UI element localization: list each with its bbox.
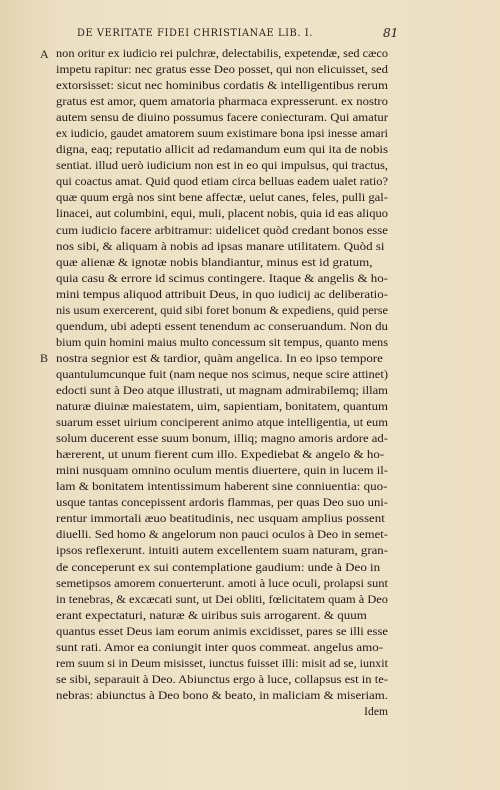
text-line: diuelli. Sed homo & angelorum non pauci oculos à Deo in semet- xyxy=(56,528,388,542)
text-line: extorsisset: sicut nec hominibus cordatis & intelligentibus rerum xyxy=(56,79,388,93)
text-line: non oritur ex iudicio rei pulchræ, delectabilis, expetendæ, sed cæco xyxy=(56,47,389,60)
text-line: nostra segnior est & tardior, quàm angelica. In eo ipso tempore xyxy=(56,351,383,365)
text-line: sunt rati. Amor ea coniungit inter quos commeat. angelus amo- xyxy=(56,640,384,654)
margin-marker-b: B xyxy=(40,351,49,365)
text-line: rem suum si in Deum misisset, iunctus fuisset illi: misit ad se, iunxit xyxy=(56,656,388,670)
text-line: digna, eaq; reputatio allicit ad redamandum eum qui ita de nobis xyxy=(56,143,388,157)
text-line: naturæ diuinæ maiestatem, uim, sapientiam, bonitatem, quantum xyxy=(56,400,389,414)
text-line: in tenebras, & excæcati sunt, ut Dei obliti, fœlicitatem quam à Deo xyxy=(56,592,388,606)
text-line: impetu rapitur: nec gratus esse Deo posset, qui non elicuisset, sed xyxy=(56,63,388,77)
text-line: mini nusquam omnino oculum mentis diuertere, quin in lucem il- xyxy=(56,464,389,478)
text-line: qui coactus amat. Quid quod etiam circa belluas eadem ualet ratio? xyxy=(56,175,388,189)
text-line: mini tempus aliquod attribuit Deus, in quo iudicij ac deliberatio- xyxy=(56,287,388,301)
running-title: DE VERITATE FIDEI CHRISTIANAE LIB. I. xyxy=(77,28,313,39)
text-line: bium quin homini maius multo concessum sit tempus, quanto mens xyxy=(56,335,388,349)
text-line: quendum, ubi adepti essent tenendum ac conseruandum. Non du xyxy=(56,319,388,333)
body-text xyxy=(56,46,388,720)
text-line: se sibi, separauit à Deo. Abiunctus ergo à luce, collapsus est in te- xyxy=(56,672,388,686)
text-line: de conceperunt ex sui contemplatione gaudium: unde à Deo in xyxy=(56,560,381,574)
text-line: rentur immortali æuo beatitudinis, nec usquam amplius possent xyxy=(56,512,385,526)
text-line: usque tantas concepissent ardoris flammas, per quas Deo suo uni- xyxy=(56,496,388,510)
text-line: Idem xyxy=(364,704,388,718)
text-line: autem sensu de diuino possumus facere coniecturam. Qui amatur xyxy=(56,111,388,125)
text-line: semetipsos amorem conuerterunt. amoti à luce oculi, prolapsi sunt xyxy=(56,576,388,590)
text-line: sentiat. illud uerò iudicium non est in eo qui impulsus, qui tractus, xyxy=(56,159,388,173)
page-number: 81 xyxy=(383,26,399,40)
text-line: edocti sunt à Deo atque illustrati, ut magnam admirabilemq; illam xyxy=(56,383,388,397)
text-line: quia casu & errore id scimus contingere. Itaque & angelis & ho- xyxy=(56,271,388,285)
text-line: nebras: abiunctus à Deo bono & beato, in maliciam & miseriam. xyxy=(56,688,388,702)
text-line: gratus est amor, quem amatoria pharmaca expresserunt. ex nostro xyxy=(56,95,388,109)
text-line: quæ alienæ & ignotæ nobis blandiantur, minus est id gratum, xyxy=(56,255,373,269)
text-line: ex iudicio, gaudet amatorem suum existimare bona ipsi inesse amari xyxy=(56,127,388,141)
text-line: cum iudicio facere arbitramur: uidelicet quòd credant bonos esse xyxy=(56,223,389,237)
text-line: ipsos reflexerunt. intuiti autem excellentem suam naturam, gran- xyxy=(56,544,388,558)
text-line: quantulumcunque fuit (nam neque nos scimus, neque scire attinet) xyxy=(56,367,388,381)
text-line: nis usum exercerent, quid sibi foret bonum & expediens, quid perse xyxy=(56,303,388,317)
text-line: solum ducerent esse suum bonum, illiq; magno amoris ardore ad- xyxy=(56,432,388,446)
text-line: lam & bonitatem intentissimum haberent sine conniuentia: quo- xyxy=(56,480,388,494)
margin-marker-a: A xyxy=(40,47,49,61)
text-line: suarum esset uirium conciperent animo atque intelligentia, ut eum xyxy=(56,416,388,430)
text-line: nos sibi, & aliquam à nobis ad ipsas manare utilitatem. Quòd si xyxy=(56,239,385,253)
text-line: hærerent, ut unum fierent cum illo. Expediebat & angelo & ho- xyxy=(56,448,385,462)
text-line: erant expectaturi, naturæ & uiribus suis arrogarent. & quum xyxy=(56,608,367,622)
text-line: quantus esset Deus iam eorum animis excidisset, pares se illi esse xyxy=(56,624,388,638)
text-line: quæ quum ergà nos sint bene affectæ, uelut canes, feles, pulli gal- xyxy=(56,191,388,205)
text-line: linacei, aut columbini, equi, muli, placent nobis, quia id eas aliquo xyxy=(56,207,388,221)
